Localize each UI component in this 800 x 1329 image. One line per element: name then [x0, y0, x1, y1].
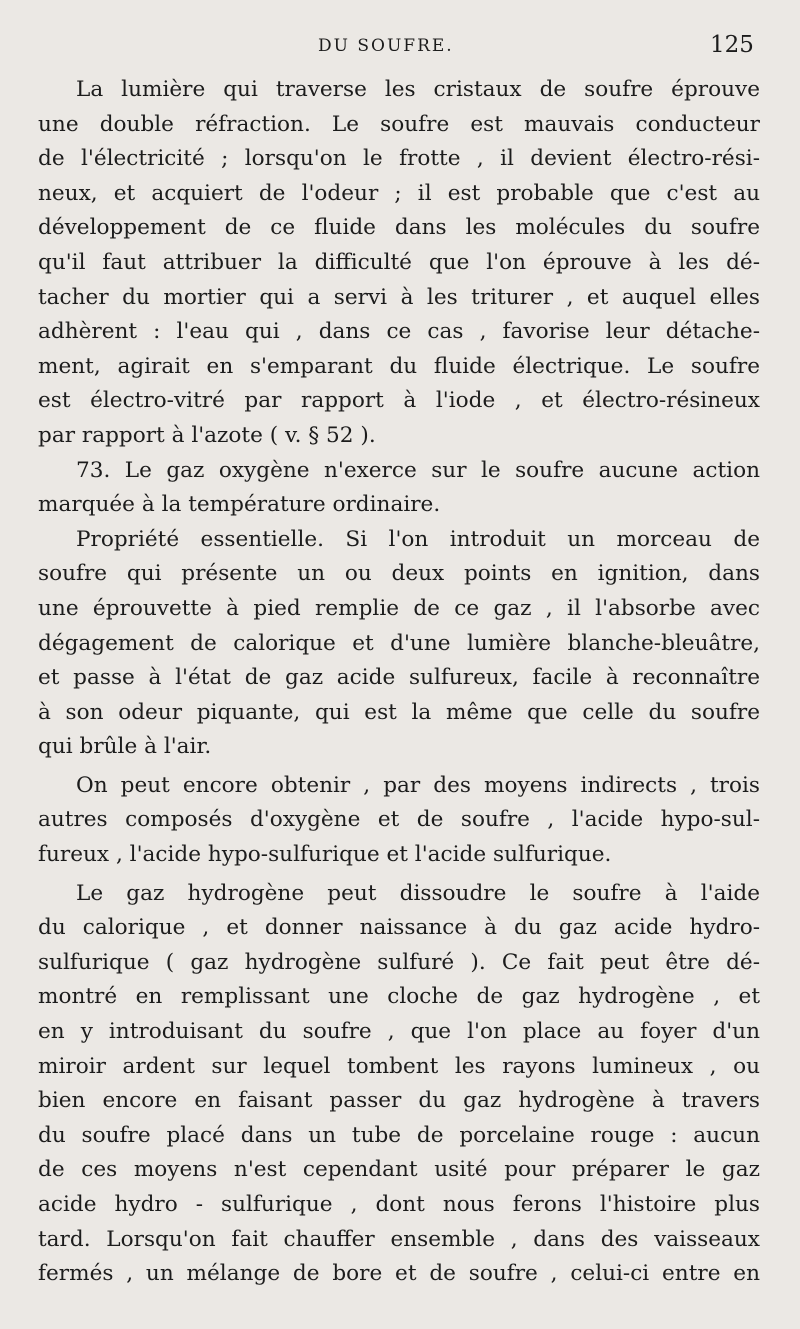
text-line: neux, et acquiert de l'odeur ; il est probable que c'est au: [38, 180, 760, 206]
running-head: [0, 34, 800, 64]
text-line: fermés , un mélange de bore et de soufre , celui-ci entre en: [38, 1261, 760, 1287]
text-line: Le gaz hydrogène peut dissoudre le soufre à l'aide: [76, 880, 760, 906]
text-line: du soufre placé dans un tube de porcelaine rouge : aucun: [38, 1122, 760, 1148]
text-line: sulfurique ( gaz hydrogène sulfuré ). Ce fait peut être dé-: [38, 949, 760, 975]
text-line: fureux , l'acide hypo-sulfurique et l'acide sulfurique.: [38, 842, 612, 868]
text-line: de ces moyens n'est cependant usité pour préparer le gaz: [38, 1157, 760, 1183]
text-line: tard. Lorsqu'on fait chauffer ensemble , dans des vaisseaux: [38, 1226, 760, 1252]
page-number: 125: [710, 32, 754, 58]
text-line: miroir ardent sur lequel tombent les rayons lumineux , ou: [38, 1053, 760, 1079]
text-line: La lumière qui traverse les cristaux de soufre éprouve: [76, 77, 760, 102]
text-line: de l'électricité ; lorsqu'on le frotte , il devient électro-rési-: [38, 146, 760, 172]
text-line: soufre qui présente un ou deux points en ignition, dans: [38, 561, 760, 587]
running-head-title: DU SOUFRE.: [318, 36, 454, 56]
text-line: Propriété essentielle. Si l'on introduit un morceau de: [76, 526, 760, 552]
text-line: est électro-vitré par rapport à l'iode , et électro-résineux: [38, 388, 760, 414]
text-line: marquée à la température ordinaire.: [38, 492, 441, 518]
text-line: 73. Le gaz oxygène n'exerce sur le soufre aucune action: [76, 457, 760, 483]
text-line: acide hydro - sulfurique , dont nous ferons l'histoire plus: [38, 1192, 760, 1217]
text-line: tacher du mortier qui a servi à les triturer , et auquel elles: [38, 284, 760, 310]
text-line: On peut encore obtenir , par des moyens indirects , trois: [76, 772, 760, 798]
text-line: par rapport à l'azote ( v. § 52 ).: [38, 422, 376, 448]
text-line: qui brûle à l'air.: [38, 734, 212, 760]
text-line: en y introduisant du soufre , que l'on place au foyer d'un: [38, 1019, 760, 1045]
text-line: qu'il faut attribuer la difficulté que l'on éprouve à les dé-: [38, 249, 760, 275]
text-line: à son odeur piquante, qui est la même que celle du soufre: [38, 699, 760, 725]
text-line: développement de ce fluide dans les molécules du soufre: [38, 215, 760, 241]
text-line: adhèrent : l'eau qui , dans ce cas , favorise leur détache-: [38, 319, 760, 345]
page-body-text: [38, 73, 760, 1292]
text-line: une double réfraction. Le soufre est mauvais conducteur: [38, 111, 760, 137]
text-line: et passe à l'état de gaz acide sulfureux, facile à reconnaître: [38, 665, 760, 691]
text-line: une éprouvette à pied remplie de ce gaz , il l'absorbe avec: [38, 595, 760, 621]
text-line: montré en remplissant une cloche de gaz hydrogène , et: [38, 984, 760, 1010]
text-line: dégagement de calorique et d'une lumière blanche-bleuâtre,: [38, 630, 760, 656]
text-line: ment, agirait en s'emparant du fluide électrique. Le soufre: [38, 353, 760, 379]
text-line: du calorique , et donner naissance à du gaz acide hydro-: [38, 915, 760, 941]
text-line: autres composés d'oxygène et de soufre , l'acide hypo-sul-: [38, 807, 760, 833]
text-line: bien encore en faisant passer du gaz hydrogène à travers: [38, 1088, 760, 1114]
